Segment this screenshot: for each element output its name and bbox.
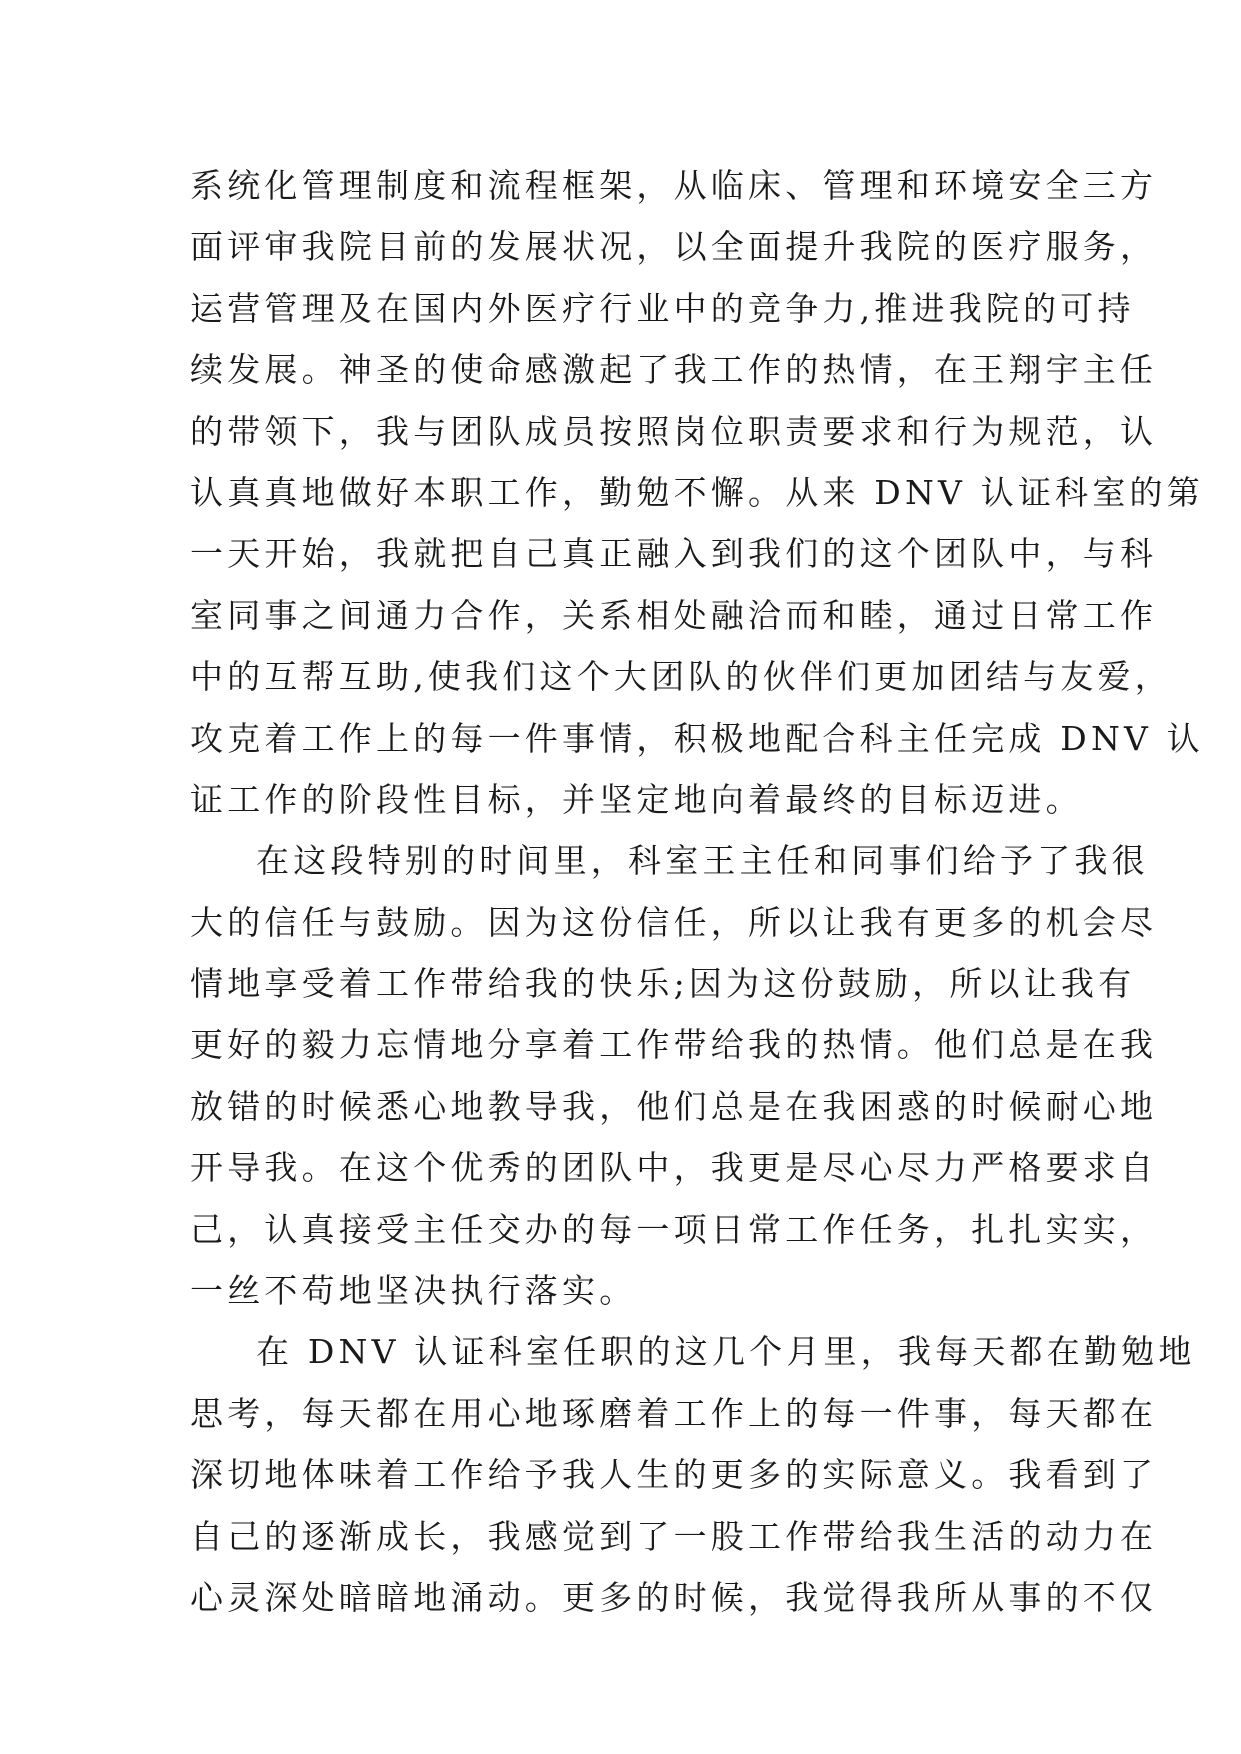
text-line: 面评审我院目前的发展状况，以全面提升我院的医疗服务， [190,227,1158,267]
text-line: 认真真地做好本职工作，勤勉不懈。从来 DNV 认证科室的第 [190,472,1204,512]
text-line: 证工作的阶段性目标，并坚定地向着最终的目标迈进。 [190,779,1083,819]
text-line: 思考，每天都在用心地琢磨着工作上的每一件事，每天都在 [190,1393,1158,1433]
text-line: 自己的逐渐成长，我感觉到了一股工作带给我生活的动力在 [190,1516,1158,1556]
paragraph-first-line: 在 DNV 认证科室任职的这几个月里，我每天都在勤勉地 [256,1332,1196,1372]
text-line: 一天开始，我就把自己真正融入到我们的这个团队中，与科 [190,534,1158,574]
text-line: 深切地体味着工作给予我人生的更多的实际意义。我看到了 [190,1455,1158,1495]
text-line: 大的信任与鼓励。因为这份信任，所以让我有更多的机会尽 [190,902,1158,942]
text-line: 情地享受着工作带给我的快乐;因为这份鼓励，所以让我有 [190,964,1136,1004]
text-line: 己，认真接受主任交办的每一项日常工作任务，扎扎实实， [190,1209,1158,1249]
text-line: 一丝不苟地坚决执行落实。 [190,1271,637,1311]
text-line: 的带领下，我与团队成员按照岗位职责要求和行为规范，认 [190,411,1158,451]
text-line: 续发展。神圣的使命感激起了我工作的热情，在王翔宇主任 [190,350,1158,390]
text-line: 运营管理及在国内外医疗行业中的竞争力,推进我院的可持 [190,288,1135,328]
text-line: 中的互帮互助,使我们这个大团队的伙伴们更加团结与友爱， [190,657,1172,697]
paragraph-first-line: 在这段特别的时间里，科室王主任和同事们给予了我很 [256,841,1149,881]
text-line: 攻克着工作上的每一件事情，积极地配合科主任完成 DNV 认 [190,718,1204,758]
text-line: 更好的毅力忘情地分享着工作带给我的热情。他们总是在我 [190,1025,1158,1065]
text-line: 系统化管理制度和流程框架，从临床、管理和环境安全三方 [190,166,1158,205]
text-line: 开导我。在这个优秀的团队中，我更是尽心尽力严格要求自 [190,1148,1158,1188]
text-line: 心灵深处暗暗地涌动。更多的时候，我觉得我所从事的不仅 [190,1577,1158,1617]
document-body [190,155,1204,1628]
text-line: 室同事之间通力合作，关系相处融洽而和睦，通过日常工作 [190,595,1158,635]
text-line: 放错的时候悉心地教导我，他们总是在我困惑的时候耐心地 [190,1086,1158,1126]
